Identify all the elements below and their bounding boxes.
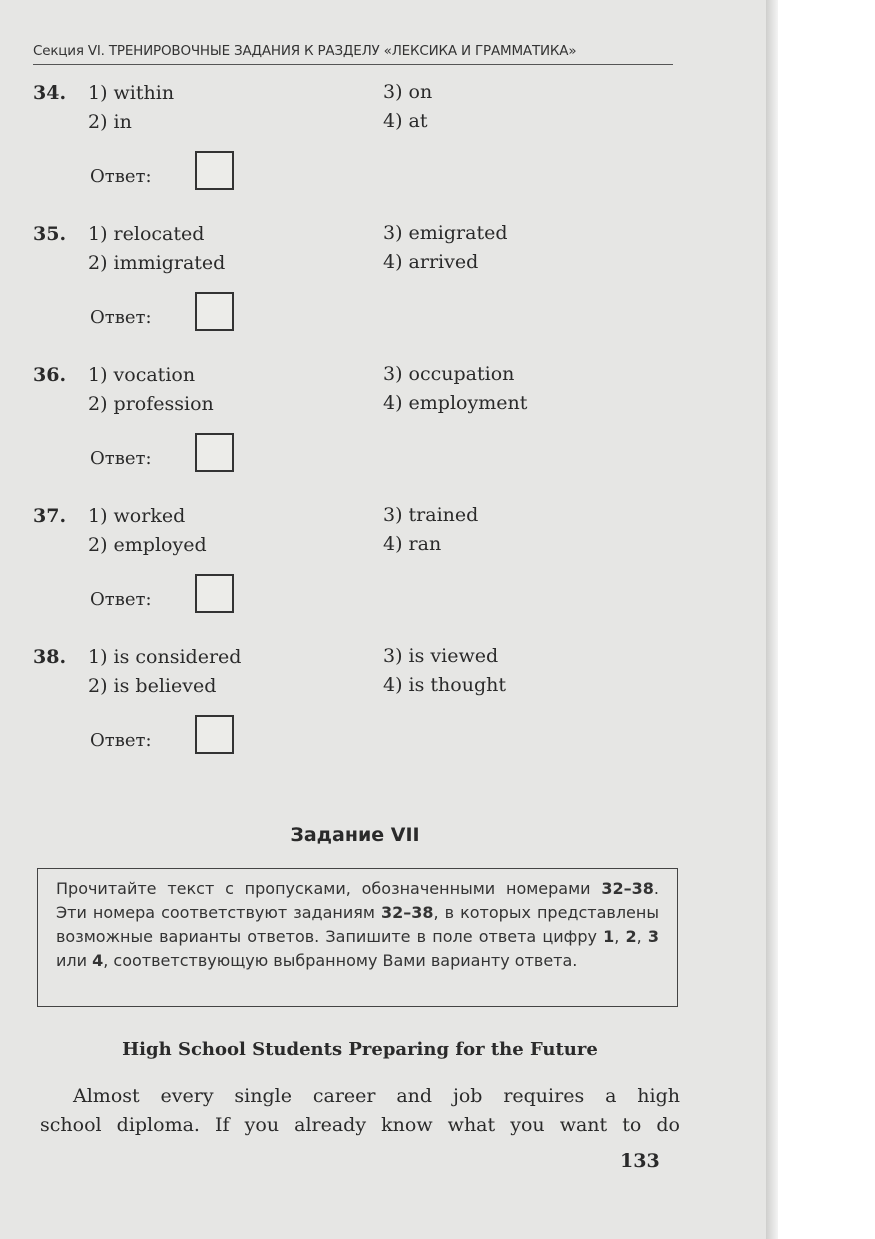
answer-box[interactable] [195,433,234,472]
option-1: 1) relocated [88,223,205,245]
option-4: 4) at [383,110,428,132]
answer-label: Ответ: [90,166,152,187]
instructions-run: 1 [603,927,615,946]
instructions-run: 32–38 [380,903,434,922]
instructions-run: 3 [647,927,659,946]
option-1: 1) worked [88,505,186,527]
reading-paragraph [40,1082,680,1140]
option-4: 4) is thought [383,674,506,696]
page-number: 133 [620,1150,660,1172]
instructions-run: 2 [625,927,637,946]
reading-title: High School Students Preparing for the Future [122,1039,598,1060]
option-2: 2) profession [88,393,214,415]
instructions-run: , в которых представлены возможные варианты ответов. Запишите в поле ответа цифру [56,903,659,946]
question-34 [0,82,770,212]
instructions-run: . Эти номера соответствуют заданиям [56,879,659,922]
answer-label: Ответ: [90,448,152,469]
question-37 [0,505,770,635]
option-1: 1) vocation [88,364,196,386]
answer-label: Ответ: [90,730,152,751]
question-number: 38. [33,646,67,668]
task-title: Задание VII [290,824,420,846]
instructions-run: или [56,951,93,970]
question-number: 34. [33,82,67,104]
instructions-box [37,868,678,1007]
option-2: 2) employed [88,534,207,556]
instructions-run: , соответствующую выбранному Вами варианту ответа. [103,951,578,970]
option-1: 1) is considered [88,646,242,668]
question-38 [0,646,770,776]
instructions-run: 32–38 [601,879,654,898]
option-4: 4) employment [383,392,528,414]
option-3: 3) on [383,81,433,103]
header-rule [33,64,673,65]
answer-label: Ответ: [90,589,152,610]
question-number: 37. [33,505,67,527]
option-4: 4) arrived [383,251,479,273]
answer-label: Ответ: [90,307,152,328]
option-3: 3) emigrated [383,222,508,244]
option-3: 3) trained [383,504,479,526]
running-header: Секция VI. ТРЕНИРОВОЧНЫЕ ЗАДАНИЯ К РАЗДЕЛУ «ЛЕКСИКА И ГРАММАТИКА» [33,43,577,59]
answer-box[interactable] [195,151,234,190]
option-4: 4) ran [383,533,442,555]
instructions-text [56,879,659,970]
reading-line: Almost every single career and job requires a high [73,1085,680,1107]
reading-line: school diploma. If you already know what you want to do [40,1114,680,1136]
option-2: 2) immigrated [88,252,226,274]
option-3: 3) occupation [383,363,515,385]
option-2: 2) is believed [88,675,217,697]
answer-box[interactable] [195,292,234,331]
option-1: 1) within [88,82,175,104]
question-36 [0,364,770,494]
instructions-run: 4 [92,951,104,970]
question-number: 36. [33,364,67,386]
option-2: 2) in [88,111,132,133]
page-edge [766,0,778,1239]
question-35 [0,223,770,353]
answer-box[interactable] [195,715,234,754]
instructions-run: Прочитайте текст с пропусками, обозначенными номерами [56,879,602,898]
answer-box[interactable] [195,574,234,613]
question-number: 35. [33,223,67,245]
instructions-run: , [614,927,626,946]
option-3: 3) is viewed [383,645,499,667]
instructions-run: , [636,927,648,946]
